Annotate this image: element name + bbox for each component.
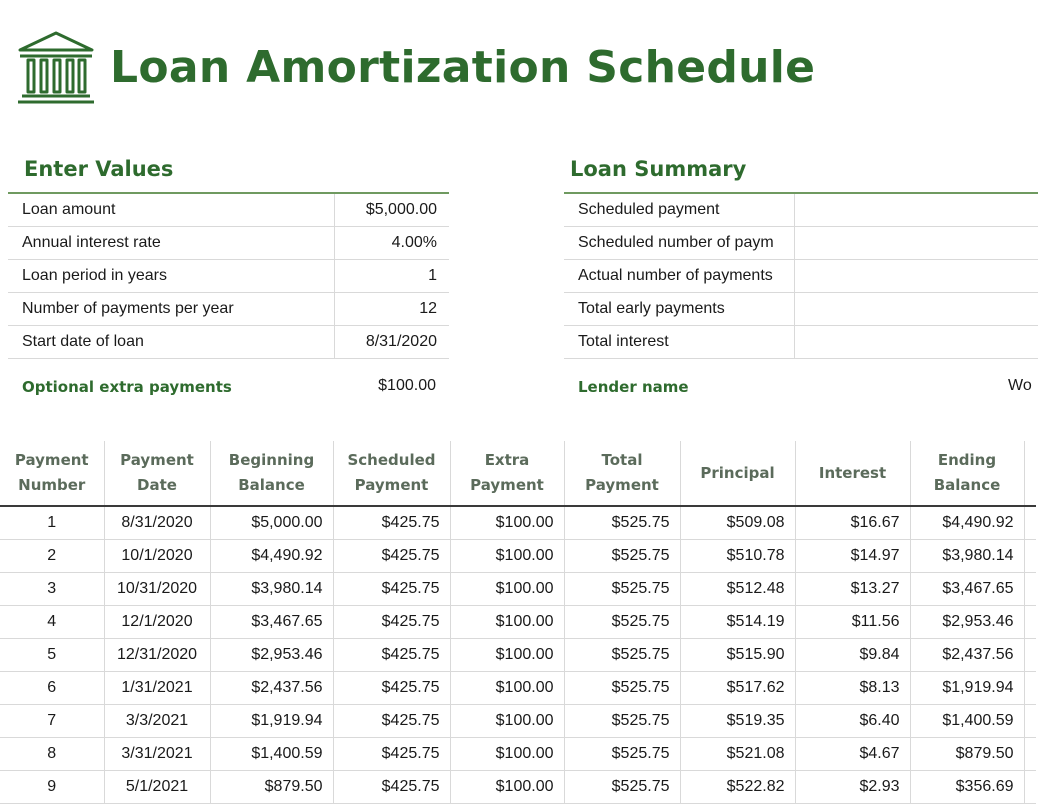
cell-payment-date[interactable]: 5/1/2021 [104, 771, 210, 804]
cell-payment-number[interactable]: 5 [0, 639, 104, 672]
cell-payment-date[interactable]: 12/31/2020 [104, 639, 210, 672]
input-label: Annual interest rate [8, 227, 335, 260]
cell-total-payment[interactable]: $525.75 [564, 540, 680, 573]
cell-interest[interactable]: $2.93 [795, 771, 910, 804]
summary-label: Scheduled number of paym [564, 227, 795, 260]
cell-overflow[interactable] [1024, 672, 1036, 705]
cell-principal[interactable]: $514.19 [680, 606, 795, 639]
loan-period-input[interactable]: 1 [335, 260, 450, 293]
cell-scheduled-payment[interactable]: $425.75 [333, 771, 450, 804]
cell-total-payment[interactable]: $525.75 [564, 639, 680, 672]
cell-payment-number[interactable]: 7 [0, 705, 104, 738]
cell-payment-number[interactable]: 2 [0, 540, 104, 573]
loan-summary-heading: Loan Summary [570, 157, 746, 181]
header-line2: Payment [355, 476, 429, 494]
cell-extra-payment[interactable]: $100.00 [450, 573, 564, 606]
col-header-beginning-balance [210, 441, 333, 506]
cell-payment-number[interactable]: 3 [0, 573, 104, 606]
cell-beginning-balance[interactable]: $1,400.59 [210, 738, 333, 771]
cell-payment-date[interactable]: 8/31/2020 [104, 506, 210, 540]
header-line2: Payment [470, 476, 544, 494]
lender-name-label: Lender name [578, 378, 689, 396]
table-row [0, 771, 1036, 804]
table-row [0, 705, 1036, 738]
payments-per-year-input[interactable]: 12 [335, 293, 450, 326]
loan-summary-table [564, 194, 1038, 359]
cell-scheduled-payment[interactable]: $425.75 [333, 506, 450, 540]
input-label: Loan amount [8, 194, 335, 227]
table-row [0, 540, 1036, 573]
cell-payment-date[interactable]: 10/31/2020 [104, 573, 210, 606]
input-row-loan-period [8, 260, 449, 293]
cell-payment-date[interactable]: 10/1/2020 [104, 540, 210, 573]
cell-scheduled-payment[interactable]: $425.75 [333, 738, 450, 771]
cell-overflow[interactable] [1024, 771, 1036, 804]
enter-values-heading: Enter Values [24, 157, 173, 181]
cell-payment-number[interactable]: 6 [0, 672, 104, 705]
start-date-input[interactable]: 8/31/2020 [335, 326, 450, 359]
col-header-interest [795, 441, 910, 506]
header-line1: Ending [938, 451, 996, 469]
cell-payment-number[interactable]: 8 [0, 738, 104, 771]
input-label: Start date of loan [8, 326, 335, 359]
header-line2: Payment [585, 476, 659, 494]
cell-principal[interactable]: $509.08 [680, 506, 795, 540]
cell-payment-date[interactable]: 3/31/2021 [104, 738, 210, 771]
cell-beginning-balance[interactable]: $3,467.65 [210, 606, 333, 639]
table-row [0, 606, 1036, 639]
input-label: Loan period in years [8, 260, 335, 293]
enter-values-table [8, 194, 449, 359]
cell-scheduled-payment[interactable]: $425.75 [333, 705, 450, 738]
table-row [0, 639, 1036, 672]
input-row-interest-rate [8, 227, 449, 260]
amortization-schedule-table [0, 441, 1036, 804]
cell-total-payment[interactable]: $525.75 [564, 705, 680, 738]
loan-amount-input[interactable]: $5,000.00 [335, 194, 450, 227]
interest-rate-input[interactable]: 4.00% [335, 227, 450, 260]
cell-payment-number[interactable]: 9 [0, 771, 104, 804]
cell-overflow[interactable] [1024, 738, 1036, 771]
summary-value[interactable] [795, 194, 1038, 227]
summary-row-actual-number [564, 260, 1038, 293]
extra-payments-input[interactable]: $100.00 [378, 377, 436, 395]
cell-interest[interactable]: $13.27 [795, 573, 910, 606]
header-line1: Scheduled [347, 451, 435, 469]
cell-beginning-balance[interactable]: $879.50 [210, 771, 333, 804]
header-line2: Number [18, 476, 85, 494]
page-title: Loan Amortization Schedule [110, 42, 815, 93]
schedule-header-row [0, 441, 1036, 506]
summary-row-total-interest [564, 326, 1038, 359]
summary-value[interactable] [795, 326, 1038, 359]
lender-name-input[interactable]: Wo [1008, 377, 1032, 395]
cell-beginning-balance[interactable]: $2,953.46 [210, 639, 333, 672]
summary-value[interactable] [795, 227, 1038, 260]
cell-ending-balance[interactable]: $879.50 [910, 738, 1024, 771]
cell-extra-payment[interactable]: $100.00 [450, 540, 564, 573]
cell-total-payment[interactable]: $525.75 [564, 771, 680, 804]
cell-payment-date[interactable]: 12/1/2020 [104, 606, 210, 639]
cell-scheduled-payment[interactable]: $425.75 [333, 639, 450, 672]
cell-scheduled-payment[interactable]: $425.75 [333, 672, 450, 705]
header-line1: Principal [700, 464, 774, 482]
cell-overflow[interactable] [1024, 639, 1036, 672]
cell-scheduled-payment[interactable]: $425.75 [333, 540, 450, 573]
summary-label: Total interest [564, 326, 795, 359]
table-row [0, 672, 1036, 705]
cell-ending-balance[interactable]: $356.69 [910, 771, 1024, 804]
cell-extra-payment[interactable]: $100.00 [450, 639, 564, 672]
cell-principal[interactable]: $510.78 [680, 540, 795, 573]
header-line1: Payment [120, 451, 194, 469]
cell-beginning-balance[interactable]: $1,919.94 [210, 705, 333, 738]
cell-interest[interactable]: $8.13 [795, 672, 910, 705]
summary-label: Total early payments [564, 293, 795, 326]
cell-payment-number[interactable]: 1 [0, 506, 104, 540]
cell-scheduled-payment[interactable]: $425.75 [333, 606, 450, 639]
summary-label: Scheduled payment [564, 194, 795, 227]
cell-interest[interactable]: $4.67 [795, 738, 910, 771]
cell-interest[interactable]: $9.84 [795, 639, 910, 672]
cell-payment-date[interactable]: 3/3/2021 [104, 705, 210, 738]
cell-overflow[interactable] [1024, 573, 1036, 606]
cell-interest[interactable]: $11.56 [795, 606, 910, 639]
cell-ending-balance[interactable]: $3,980.14 [910, 540, 1024, 573]
col-header-payment-date [104, 441, 210, 506]
cell-extra-payment[interactable]: $100.00 [450, 506, 564, 540]
header-line2: Balance [934, 476, 1001, 494]
cell-payment-number[interactable]: 4 [0, 606, 104, 639]
table-row [0, 573, 1036, 606]
cell-overflow[interactable] [1024, 705, 1036, 738]
bank-building-icon [16, 30, 96, 106]
extra-payments-label: Optional extra payments [22, 378, 232, 396]
cell-beginning-balance[interactable]: $3,980.14 [210, 573, 333, 606]
summary-value[interactable] [795, 260, 1038, 293]
col-header-ending-balance [910, 441, 1024, 506]
cell-principal[interactable]: $515.90 [680, 639, 795, 672]
cell-extra-payment[interactable]: $100.00 [450, 771, 564, 804]
cell-total-payment[interactable]: $525.75 [564, 506, 680, 540]
cell-interest[interactable]: $16.67 [795, 506, 910, 540]
col-header-payment-number [0, 441, 104, 506]
cell-beginning-balance[interactable]: $4,490.92 [210, 540, 333, 573]
col-header-total-payment [564, 441, 680, 506]
col-header-scheduled-payment [333, 441, 450, 506]
cell-payment-date[interactable]: 1/31/2021 [104, 672, 210, 705]
input-label: Number of payments per year [8, 293, 335, 326]
header-line1: Beginning [229, 451, 314, 469]
cell-ending-balance[interactable]: $3,467.65 [910, 573, 1024, 606]
col-header-overflow [1024, 441, 1036, 506]
header-line2: Date [137, 476, 177, 494]
summary-label: Actual number of payments [564, 260, 795, 293]
table-row [0, 738, 1036, 771]
cell-interest[interactable]: $14.97 [795, 540, 910, 573]
cell-ending-balance[interactable]: $1,400.59 [910, 705, 1024, 738]
col-header-extra-payment [450, 441, 564, 506]
summary-row-scheduled-number [564, 227, 1038, 260]
table-row [0, 506, 1036, 540]
cell-overflow[interactable] [1024, 506, 1036, 540]
cell-extra-payment[interactable]: $100.00 [450, 606, 564, 639]
cell-extra-payment[interactable]: $100.00 [450, 672, 564, 705]
cell-interest[interactable]: $6.40 [795, 705, 910, 738]
cell-principal[interactable]: $522.82 [680, 771, 795, 804]
cell-principal[interactable]: $512.48 [680, 573, 795, 606]
input-row-payments-per-year [8, 293, 449, 326]
cell-scheduled-payment[interactable]: $425.75 [333, 573, 450, 606]
header-line1: Total [602, 451, 643, 469]
cell-overflow[interactable] [1024, 540, 1036, 573]
cell-total-payment[interactable]: $525.75 [564, 672, 680, 705]
col-header-principal [680, 441, 795, 506]
summary-row-scheduled-payment [564, 194, 1038, 227]
header-line1: Interest [819, 464, 886, 482]
cell-overflow[interactable] [1024, 606, 1036, 639]
cell-principal[interactable]: $517.62 [680, 672, 795, 705]
cell-principal[interactable]: $519.35 [680, 705, 795, 738]
cell-total-payment[interactable]: $525.75 [564, 738, 680, 771]
input-row-loan-amount [8, 194, 449, 227]
header-line1: Payment [15, 451, 89, 469]
cell-total-payment[interactable]: $525.75 [564, 606, 680, 639]
cell-ending-balance[interactable]: $2,437.56 [910, 639, 1024, 672]
summary-row-early-payments [564, 293, 1038, 326]
cell-ending-balance[interactable]: $4,490.92 [910, 506, 1024, 540]
cell-ending-balance[interactable]: $2,953.46 [910, 606, 1024, 639]
cell-beginning-balance[interactable]: $5,000.00 [210, 506, 333, 540]
cell-principal[interactable]: $521.08 [680, 738, 795, 771]
input-row-start-date [8, 326, 449, 359]
header-line2: Balance [238, 476, 305, 494]
summary-value[interactable] [795, 293, 1038, 326]
header-line1: Extra [485, 451, 530, 469]
cell-extra-payment[interactable]: $100.00 [450, 738, 564, 771]
cell-total-payment[interactable]: $525.75 [564, 573, 680, 606]
cell-extra-payment[interactable]: $100.00 [450, 705, 564, 738]
cell-beginning-balance[interactable]: $2,437.56 [210, 672, 333, 705]
cell-ending-balance[interactable]: $1,919.94 [910, 672, 1024, 705]
